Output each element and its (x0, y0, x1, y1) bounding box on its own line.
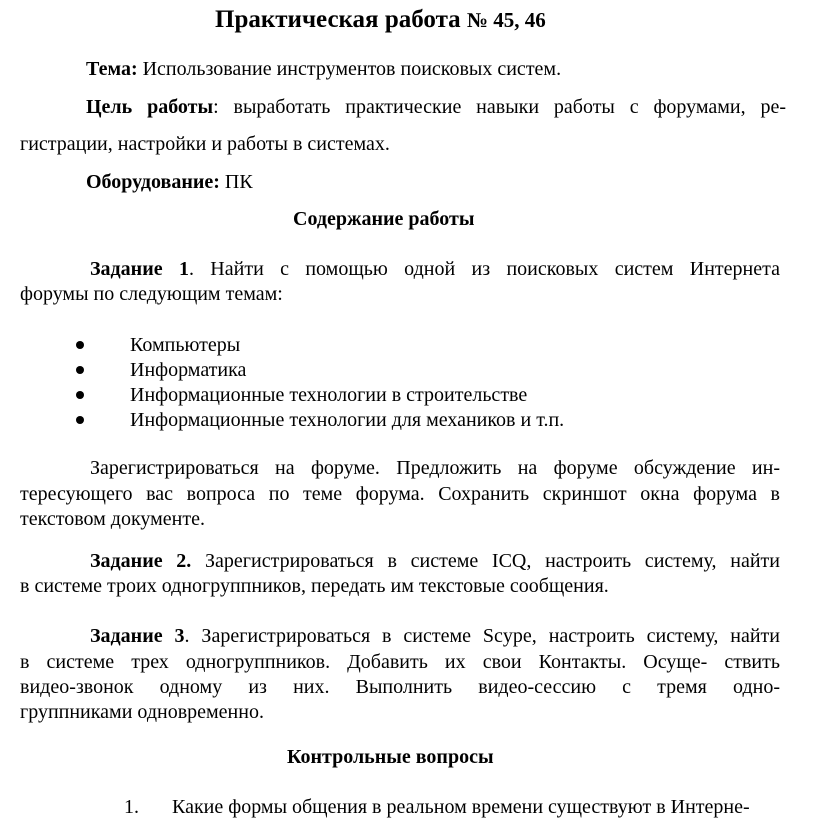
bullet-dot-icon (76, 366, 84, 374)
goal-text-1: : выработать практические навыки работы с форумами, ре- (213, 96, 787, 118)
page-title (215, 4, 546, 36)
questions-heading: Контрольные вопросы (287, 746, 494, 768)
list-item: Информационные технологии в строительстве (130, 384, 528, 406)
title-text: Практическая работа (215, 6, 461, 33)
task3-line-2: в системе трех одногруппников. Добавить их свои Контакты. Осуще- ствить (20, 651, 780, 673)
task1-line-2: форумы по следующим темам: (20, 283, 283, 305)
task2-line-2: в системе троих одногруппников, передать им текстовые сообщения. (20, 575, 609, 597)
task2-label: Задание 2. (90, 550, 192, 572)
equipment-line (86, 170, 253, 194)
task3-line-4: группниками одновременно. (20, 701, 264, 723)
topic-label: Тема: (86, 58, 138, 80)
topic-value: Использование инструментов поисковых систем. (142, 58, 562, 80)
task3-line-3: видео-звонок одному из них. Выполнить видео-сессию с тремя одно- (20, 676, 780, 698)
bullet-dot-icon (76, 341, 84, 349)
task1-para-line-3: текстовом документе. (20, 508, 205, 530)
task1-para-line-1: Зарегистрироваться на форуме. Предложить на форуме обсуждение ин- (90, 457, 780, 479)
equipment-value: ПК (224, 171, 253, 193)
topic-line (86, 57, 561, 81)
task1-line-1 (90, 257, 780, 281)
task1-text-1: . Найти с помощью одной из поисковых систем Интернета (188, 258, 780, 280)
bullet-dot-icon (76, 416, 84, 424)
goal-line-2: гистрации, настройки и работы в системах. (20, 133, 390, 155)
equipment-label: Оборудование: (86, 171, 220, 193)
task1-label: Задание 1 (90, 258, 189, 280)
list-item: Информационные технологии для механиков и т.п. (130, 409, 565, 431)
content-heading: Содержание работы (293, 208, 475, 230)
list-item: Информатика (130, 359, 247, 381)
task3-line-1 (90, 624, 780, 648)
goal-label: Цель работы (86, 96, 214, 118)
goal-line-1 (86, 95, 786, 119)
task1-para-line-2: тересующего вас вопроса по теме форума. Сохранить скриншот окна форума в (20, 483, 780, 505)
task3-label: Задание 3 (90, 625, 185, 647)
question-text: Какие формы общения в реальном времени существуют в Интерне- (172, 796, 750, 818)
list-item: Компьютеры (130, 334, 241, 356)
bullet-dot-icon (76, 391, 84, 399)
title-number: № 45, 46 (466, 8, 546, 32)
task2-text-1: Зарегистрироваться в системе ICQ, настроить систему, найти (191, 550, 780, 572)
task3-text-1: . Зарегистрироваться в системе Scype, настроить систему, найти (184, 625, 780, 647)
question-number: 1. (124, 796, 139, 818)
task2-line-1 (90, 549, 780, 573)
